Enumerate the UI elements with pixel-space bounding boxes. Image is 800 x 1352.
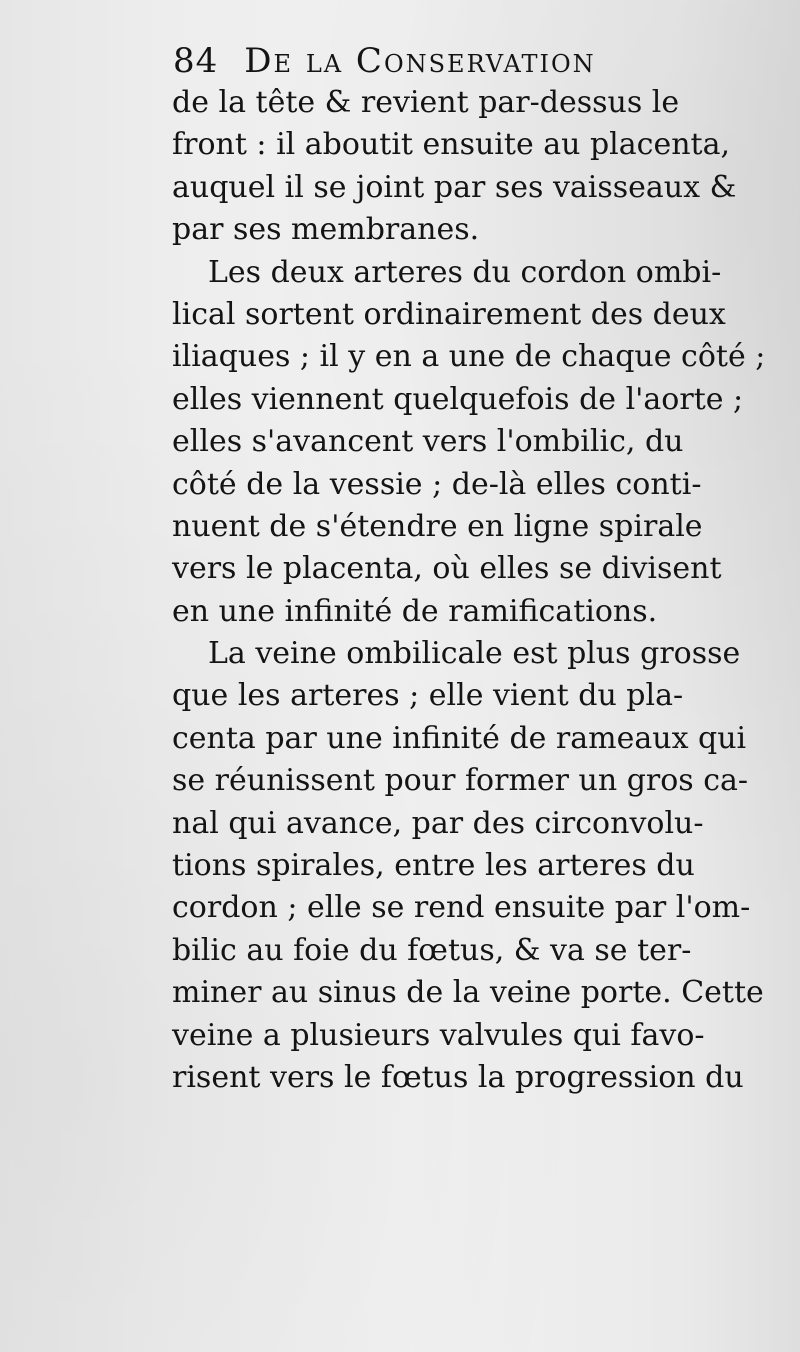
text-line: en une infinité de ramifications. (172, 593, 658, 629)
text-line: veine a plusieurs valvules qui favo- (172, 1017, 705, 1053)
text-line: que les arteres ; elle vient du pla- (172, 678, 684, 714)
paragraph (172, 633, 764, 1099)
text-line: risent vers le fœtus la progression du (172, 1059, 744, 1095)
text-line: nal qui avance, par des circonvolu- (172, 805, 704, 841)
body-text (172, 82, 766, 1099)
text-line: elles viennent quelquefois de l'aorte ; (172, 381, 744, 417)
text-line: elles s'avancent vers l'ombilic, du (172, 424, 684, 460)
text-line: par ses membranes. (172, 212, 480, 248)
text-line: centa par une infinité de rameaux qui (172, 720, 747, 756)
text-line: iliaques ; il y en a une de chaque côté ; (172, 339, 766, 375)
page-number: 84 (173, 41, 219, 81)
text-line: se réunissent pour former un gros ca- (172, 763, 749, 799)
text-line: de la tête & revient par-dessus le (172, 85, 680, 120)
text-line: tions spirales, entre les arteres du (172, 848, 695, 884)
text-line: vers le placenta, où elles se divisent (172, 551, 722, 587)
text-line: lical sortent ordinairement des deux (172, 296, 726, 332)
running-title: De la Conservation (244, 41, 596, 81)
text-line: nuent de s'étendre en ligne spirale (172, 508, 703, 544)
text-line: Les deux arteres du cordon ombi- (208, 254, 722, 290)
running-header (173, 38, 653, 84)
text-line: auquel il se joint par ses vaisseaux & (172, 169, 737, 205)
text-line: cordon ; elle se rend ensuite par l'om- (172, 890, 751, 926)
paragraph (172, 252, 766, 634)
text-line: miner au sinus de la veine porte. Cette (172, 975, 764, 1011)
text-line: côté de la vessie ; de-là elles conti- (172, 466, 702, 502)
text-line: La veine ombilicale est plus grosse (208, 636, 741, 672)
text-line: front : il aboutit ensuite au placenta, (172, 127, 731, 163)
text-line: bilic au foie du fœtus, & va se ter- (172, 932, 692, 968)
paragraph (172, 82, 737, 252)
